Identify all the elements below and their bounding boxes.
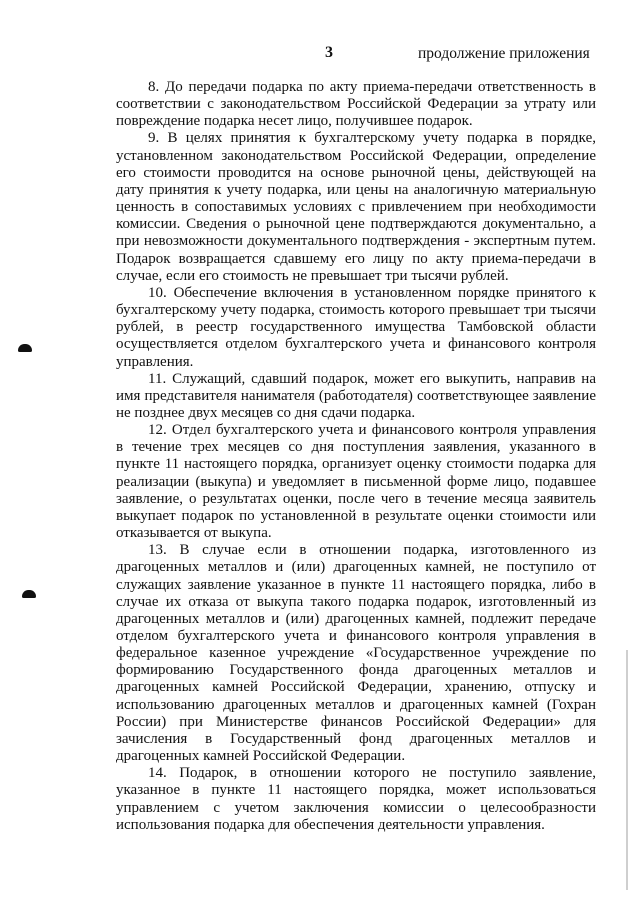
binder-hole-mark [22, 590, 36, 598]
paragraph-10: 10. Обеспечение включения в установленном порядке принятого к бухгалтерскому учету подарка, стоимость которого превышает три тысячи рублей, в реестр государственного имущества Тамбовской области осуществляется отделом бухгалтерского учета и финансового контроля управления. [116, 284, 596, 370]
continuation-note: продолжение приложения [418, 45, 590, 62]
paragraph-13: 13. В случае если в отношении подарка, изготовленного из драгоценных металлов и (или) драгоценных камней, не поступило от служащих заявление указанное в пункте 11 настоящего порядка, либо в случае их отказа от выкупа такого подарка подарок, изготовленный из драгоценных металлов и (или) драгоценных камней, подлежит передаче отделом бухгалтерского учета и финансового контроля управления в федеральное казенное учреждение «Государственное учреждение по формированию Государственного фонда драгоценных металлов и драгоценных камней Российской Федерации, хранению, отпуску и использованию драгоценных металлов и драгоценных камней (Гохран России) при Министерстве финансов Российской Федерации» для зачисления в Государственный фонд драгоценных металлов и драгоценных камней Российской Федерации. [116, 542, 596, 765]
paragraph-14: 14. Подарок, в отношении которого не поступило заявление, указанное в пункте 11 настоящего порядка, может использоваться управлением с учетом заключения комиссии о целесообразности использования подарка для обеспечения деятельности управления. [116, 765, 596, 833]
paragraph-9: 9. В целях принятия к бухгалтерскому учету подарка в порядке, установленном законодательством Российской Федерации, определение его стоимости проводится на основе рыночной цены, действующей на дату принятия к учету подарка, или цены на аналогичную материальную ценность в сопоставимых условиях с привлечением при необходимости комиссии. Сведения о рыночной цене подтверждаются документально, а при невозможности документального подтверждения - экспертным путем. Подарок возвращается сдавшему его лицу по акту приема-передачи в случае, если его стоимость не превышает три тысячи рублей. [116, 130, 596, 284]
paragraph-8: 8. До передачи подарка по акту приема-передачи ответственность в соответствии с законодательством Российской Федерации за утрату или повреждение подарка несет лицо, получившее подарок. [116, 79, 596, 130]
paragraph-11: 11. Служащий, сдавший подарок, может его выкупить, направив на имя представителя нанимателя (работодателя) соответствующее заявление не позднее двух месяцев со дня сдачи подарка. [116, 370, 596, 421]
document-body [116, 79, 596, 834]
binder-hole-mark [18, 344, 32, 352]
scan-edge-line [626, 650, 628, 890]
page-number: 3 [325, 44, 333, 61]
page-header [0, 44, 640, 66]
paragraph-12: 12. Отдел бухгалтерского учета и финансового контроля управления в течение трех месяцев со дня поступления заявления, указанного в пункте 11 настоящего порядка, организует оценку стоимости подарка для реализации (выкупа) и уведомляет в письменной форме лицо, подавшее заявление, о результатах оценки, после чего в течение месяца заявитель выкупает подарок по установленной в результате оценки стоимости или отказывается от выкупа. [116, 422, 596, 542]
